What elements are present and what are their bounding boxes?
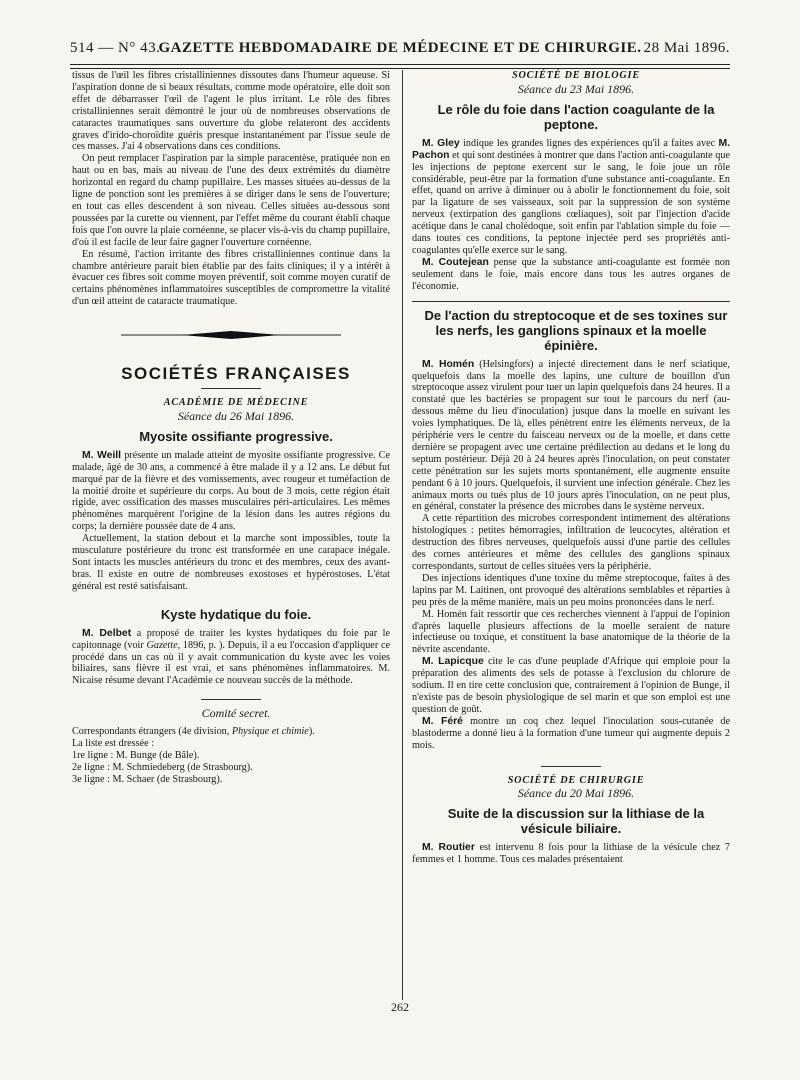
page-folio: 262	[391, 1000, 409, 1014]
running-head	[70, 40, 730, 62]
article-title: Kyste hydatique du foie.	[160, 606, 312, 622]
header-rule	[70, 64, 730, 69]
divider	[201, 388, 261, 389]
speaker-name: M. Pachon	[412, 137, 730, 161]
section-title: SOCIÉTÉS FRANÇAISES	[121, 364, 351, 384]
speaker-name: M. Féré	[422, 715, 463, 727]
issue-date: 28 Mai 1896.	[643, 40, 730, 56]
article-title: De l'action du streptocoque et de ses toxines sur les nerfs, les ganglions spinaux et la moelle épinière.	[424, 307, 728, 353]
session-date: Séance du 23 Mai 1896.	[517, 81, 635, 96]
divider	[541, 766, 601, 767]
article-title: Myosite ossifiante progressive.	[139, 428, 333, 444]
session-date: Séance du 20 Mai 1896.	[517, 786, 635, 801]
ornament-divider	[121, 330, 341, 340]
list-item: 2e ligne : M. Schmiedeberg (de Strasbourg).	[72, 761, 253, 773]
right-column: SOCIÉTÉ DE BIOLOGIE Séance du 23 Mai 1896. Le rôle du foie dans l'action coagulante de la peptone. M. Gley indique les grandes lignes des expériences qu'il a faites avec M. Pachon et qui sont destinées à montrer que dans l'action anti-coagulante que les injections de peptone exercent sur le sang, le foie joue un rôle considérable, peut-être par la formation d'une substance anti-coagulante. En effet, quand on arrive à diminuer ou à abolir le fonctionnement du foie, soit par la ligature de ses vaisseaux, soit par la suppression de son système nerveux (extirpation des ganglions cœliaques), soit par l'injection d'acide acétique dans le canal cholédoque, soit enfin par l'ablation simple du foie — dans toutes ces conditions, la peptone injectée perd ses propriétés anti-coagulantes qu'elle exerce sur le sang. M. Coutejean pense que la substance anti-coagulante est formée non seulement dans le foie, mais encore dans tous les autres organes de l'économie. De l'action du streptocoque et de ses toxines sur les nerfs, les ganglions spinaux et la moelle épinière. M. Homén (Helsingfors) a injecté directement dans le nerf sciatique, quelquefois dans la moelle des lapins, une culture de bouillon d'un streptocoque assez virulent pour tuer un lapin quelquefois dans 24 heures. Il a constaté que les bactéries se propagent sur tout le parcours du nerf (au-dessous même du lieu d'inoculation) jusque dans la moelle en suivant les voies lymphatiques. De là, elles pénètrent entre les éléments nerveux, de la périphérie vers le centre du faisceau nerveux ou de la moelle, et dans cette dernière se propagent avec une certaine prédilection au dedans et le long du septum postérieur. Déjà 20 à 24 heures après l'inoculation, on peut constater cette pénétration sur les sujets morts spontanément, elle augmente ensuite pendant 6 à 10 jours. Quelquefois, il survient une infection générale. Chez les animaux morts ou tués plus de 10 jours après l'inoculation, on ne peut plus, en général, constater la présence des microbes dans le système nerveux. A cette répartition des microbes correspondent intimement des altérations histologiques : petites hémorragies, infiltration de leucocytes, altération et destruction des fibres nerveuses, quelquefois aussi d'une partie des cellules des cornes antérieures et même des cellules des ganglions spinaux correspondants, surtout de celles situées vers la périphérie. Des injections identiques d'une toxine du même streptocoque, faites à des lapins par M. Laitinen, ont provoqué des altérations semblables et réparties à peu près de la même manière, mais un peu moins prononcées dans le nerf. M. Homén fait ressortir que ces recherches viennent à l'appui de l'opinion d'après laquelle plusieurs affections de la moelle seraient de nature infectieuse ou toxique, et constituent la base anatomique de la théorie de la névrite ascendante. M. Lapicque cite le cas d'une peuplade d'Afrique qui emploie pour la préparation des aliments des sels de potasse à l'exclusion du chlorure de sodium. Il en tire cette conclusion que, contrairement à l'opinion de Bunge, il n'existe pas de besoin physiologique de sel marin et que son emploi est une question de goût. M. Féré montre un coq chez lequel l'inoculation sous-cutanée de blastoderme a donné lieu à la formation d'une tumeur qui augmente depuis 2 mois. SOCIÉTÉ DE CHIRURGIE Séance du 20 Mai 1896. Suite de la discussion sur la lithiase de la vésicule biliaire. M. Routier est intervenu 8 fois pour la lithiase de la vésicule chez 7 femmes et 1 homme. Tous ces malades présentaient	[412, 70, 730, 866]
paragraph: M. Homén fait ressortir que ces recherches viennent à l'appui de l'opinion d'après laquelle plusieurs affections de la moelle seraient de nature infectieuse ou toxique, et constituent la base anatomique de la théorie de la névrite ascendante.	[412, 608, 730, 656]
speaker-name: M. Coutejean	[422, 256, 489, 268]
speaker-name: M. Gley	[422, 137, 460, 149]
society-heading: SOCIÉTÉ DE CHIRURGIE	[507, 774, 645, 786]
article-title: Comité secret.	[201, 706, 271, 721]
speaker-name: M. Delbet	[82, 627, 132, 639]
column-rule	[402, 70, 403, 1000]
paragraph: A cette répartition des microbes correspondent intimement des altérations histologiques : petites hémorragies, infiltration de leucocytes, altération et destruction des fibres nerveuses, quelquefois aussi d'une partie des cellules des cornes antérieures et même des cellules des ganglions spinaux correspondants, surtout de celles situées vers la périphérie.	[412, 513, 730, 572]
society-heading: SOCIÉTÉ DE BIOLOGIE	[512, 70, 640, 81]
paragraph: On peut remplacer l'aspiration par la simple paracentèse, pratiquée non en haut ou en bas, mais au niveau de l'une des deux extrémités du diamètre horizontal en regard du champ pupillaire. Les masses situées au-dessus de la ligne de ponction sont les premières à se diriger dans le sens de l'ouverture; en tout cas elles descendent à son niveau. Celles situées au-dessous sont poussées par la curette ou viennent, par l'effet même du courant établi chaque fois que l'on ouvre la plaie cornéenne, se placer vis-à-vis du champ pupillaire, d'où il est facile de leur faire gagner l'ouverture cornéenne.	[72, 153, 390, 248]
session-date: Séance du 26 Mai 1896.	[177, 408, 295, 423]
article-title: Suite de la discussion sur la lithiase de la vésicule biliaire.	[447, 806, 705, 837]
paragraph: Des injections identiques d'une toxine du même streptocoque, faites à des lapins par M. Laitinen, ont provoqué des altérations semblables et réparties à peu près de la même manière, mais un peu moins prononcées dans le nerf.	[412, 572, 730, 608]
paragraph: tissus de l'œil les fibres cristalliniennes dissoutes dans l'humeur aqueuse. Si l'aspiration donne de si beaux résultats, comme mode opératoire, elle doit son effet de débarrasser l'œil de l'agent le plus irritant. Le rôle des fibres cristalliniennes serait démontré le jour où de nombreuses observations de cataractes traumatiques sans ouverture du globe relateront des accidents graves d'irido-choroïdite guéris presque instantanément par l'issue seule de ces masses. J'ai 4 observations dans ces conditions.	[72, 70, 390, 153]
journal-title: GAZETTE HEBDOMADAIRE DE MÉDECINE ET DE CHIRURGIE.	[158, 40, 642, 56]
page-issue-number: 514 — N° 43.	[70, 40, 161, 56]
society-heading: ACADÉMIE DE MÉDECINE	[163, 397, 309, 409]
paragraph: présente un malade atteint de myosite ossifiante progressive. Ce malade, âgé de 30 ans, a commencé à être malade il y a 12 ans. Le début fut marqué par de la fièvre et des vomissements, avec rougeur et tuméfaction de la moitié droite et supérieure du corps. Au bout de 3 mois, cette région était rigide, avec ossification des masses musculaires péri-articulaires. Les mêmes phénomènes marquèrent l'origine de la lésion dans les autres régions du corps; la dernière poussée date de 4 ans.	[72, 449, 390, 533]
divider	[201, 699, 261, 700]
paragraph: En résumé, l'action irritante des fibres cristalliniennes continue dans la chambre antérieure parait bien établie par des faits cliniques; il y a intérêt à évacuer ces fibres soit comme moyen préventif, soit comme moyen curatif de certains phénomènes inflammatoires susceptibles de compromettre la vitalité d'un œil atteint de cataracte traumatique.	[72, 248, 390, 308]
speaker-name: M. Routier	[422, 842, 475, 854]
left-column: tissus de l'œil les fibres cristalliniennes dissoutes dans l'humeur aqueuse. Si l'aspiration donne de si beaux résultats, comme mode opératoire, elle doit son effet de débarrasser l'œil de l'agent le plus irritant. Le rôle des fibres cristalliniennes serait démontré le jour où de nombreuses observations de cataractes traumatiques sans ouverture du globe relateront des accidents graves d'irido-choroïdite guéris presque instantanément par l'issue seule de ces masses. J'ai 4 observations dans ces conditions. On peut remplacer l'aspiration par la simple paracentèse, pratiquée non en haut ou en bas, mais au niveau de l'une des deux extrémités du diamètre horizontal en regard du champ pupillaire. Les masses situées au-dessus de la ligne de ponction sont les premières à se diriger dans le sens de l'ouverture; en tout cas elles descendent à son niveau. Celles situées au-dessous sont poussées par la curette ou viennent, par l'effet même du courant établi chaque fois que l'on ouvre la plaie cornéenne, se placer vis-à-vis du champ pupillaire, d'où il est facile de leur faire gagner l'ouverture cornéenne. En résumé, l'action irritante des fibres cristalliniennes continue dans la chambre antérieure parait bien établie par des faits cliniques; il y a intérêt à évacuer ces fibres soit comme moyen préventif, soit comme moyen curatif de certains phénomènes inflammatoires susceptibles de compromettre la vitalité d'un œil atteint de cataracte traumatique. SOCIÉTÉS FRANÇAISES ACADÉMIE DE MÉDECINE Séance du 26 Mai 1896. Myosite ossifiante progressive. M. Weill présente un malade atteint de myosite ossifiante progressive. Ce malade, âgé de 30 ans, a commencé à être malade il y a 12 ans. Le début fut marqué par de la fièvre et des vomissements, avec rougeur et tuméfaction de la moitié droite et supérieure du corps. Au bout de 3 mois, cette région était rigide, avec ossification des masses musculaires péri-articulaires. Les mêmes phénomènes marquèrent l'origine de la lésion dans les autres régions du corps; la dernière poussée date de 4 ans. Actuellement, la station debout et la marche sont impossibles, toute la musculature postérieure du tronc est transformée en une carapace inégale. Sont intacts les muscles antérieurs du tronc et des membres, ceux des avant-bras. Il existe en outre de nombreuses exostoses et hypérostoses. L'état général est resté satisfaisant. Kyste hydatique du foie. M. Delbet a proposé de traiter les kystes hydatiques du foie par le capitonnage (voir Gazette, 1896, p. ). Depuis, il a eu l'occasion d'appliquer ce procédé dans un cas où il y avait communication du kyste avec les voies biliaires, sans fièvre il est vrai, et sans phénomènes inflammatoires. M. Nicaise résume devant l'Académie ce nouveau succès de la méthode. Comité secret. Correspondants étrangers (4e division, Physique et chimie). La liste est dressée : 1re ligne : M. Bunge (de Bâle). 2e ligne : M. Schmiedeberg (de Strasbourg). 3e ligne : M. Schaer (de Strasbourg).	[72, 70, 390, 785]
paragraph: Actuellement, la station debout et la marche sont impossibles, toute la musculature postérieure du tronc est transformée en une carapace inégale. Sont intacts les muscles antérieurs du tronc et des membres, ceux des avant-bras. Il existe en outre de nombreuses exostoses et hypérostoses. L'état général est resté satisfaisant.	[72, 533, 390, 592]
list-item: La liste est dressée :	[72, 738, 155, 750]
speaker-name: M. Homén	[422, 358, 475, 370]
article-title: Le rôle du foie dans l'action coagulante de la peptone.	[437, 101, 715, 132]
speaker-name: M. Lapicque	[422, 656, 484, 668]
speaker-name: M. Weill	[82, 449, 122, 461]
list-item: 3e ligne : M. Schaer (de Strasbourg).	[72, 773, 223, 785]
list-item: 1re ligne : M. Bunge (de Bâle).	[72, 749, 200, 761]
divider	[412, 301, 730, 302]
